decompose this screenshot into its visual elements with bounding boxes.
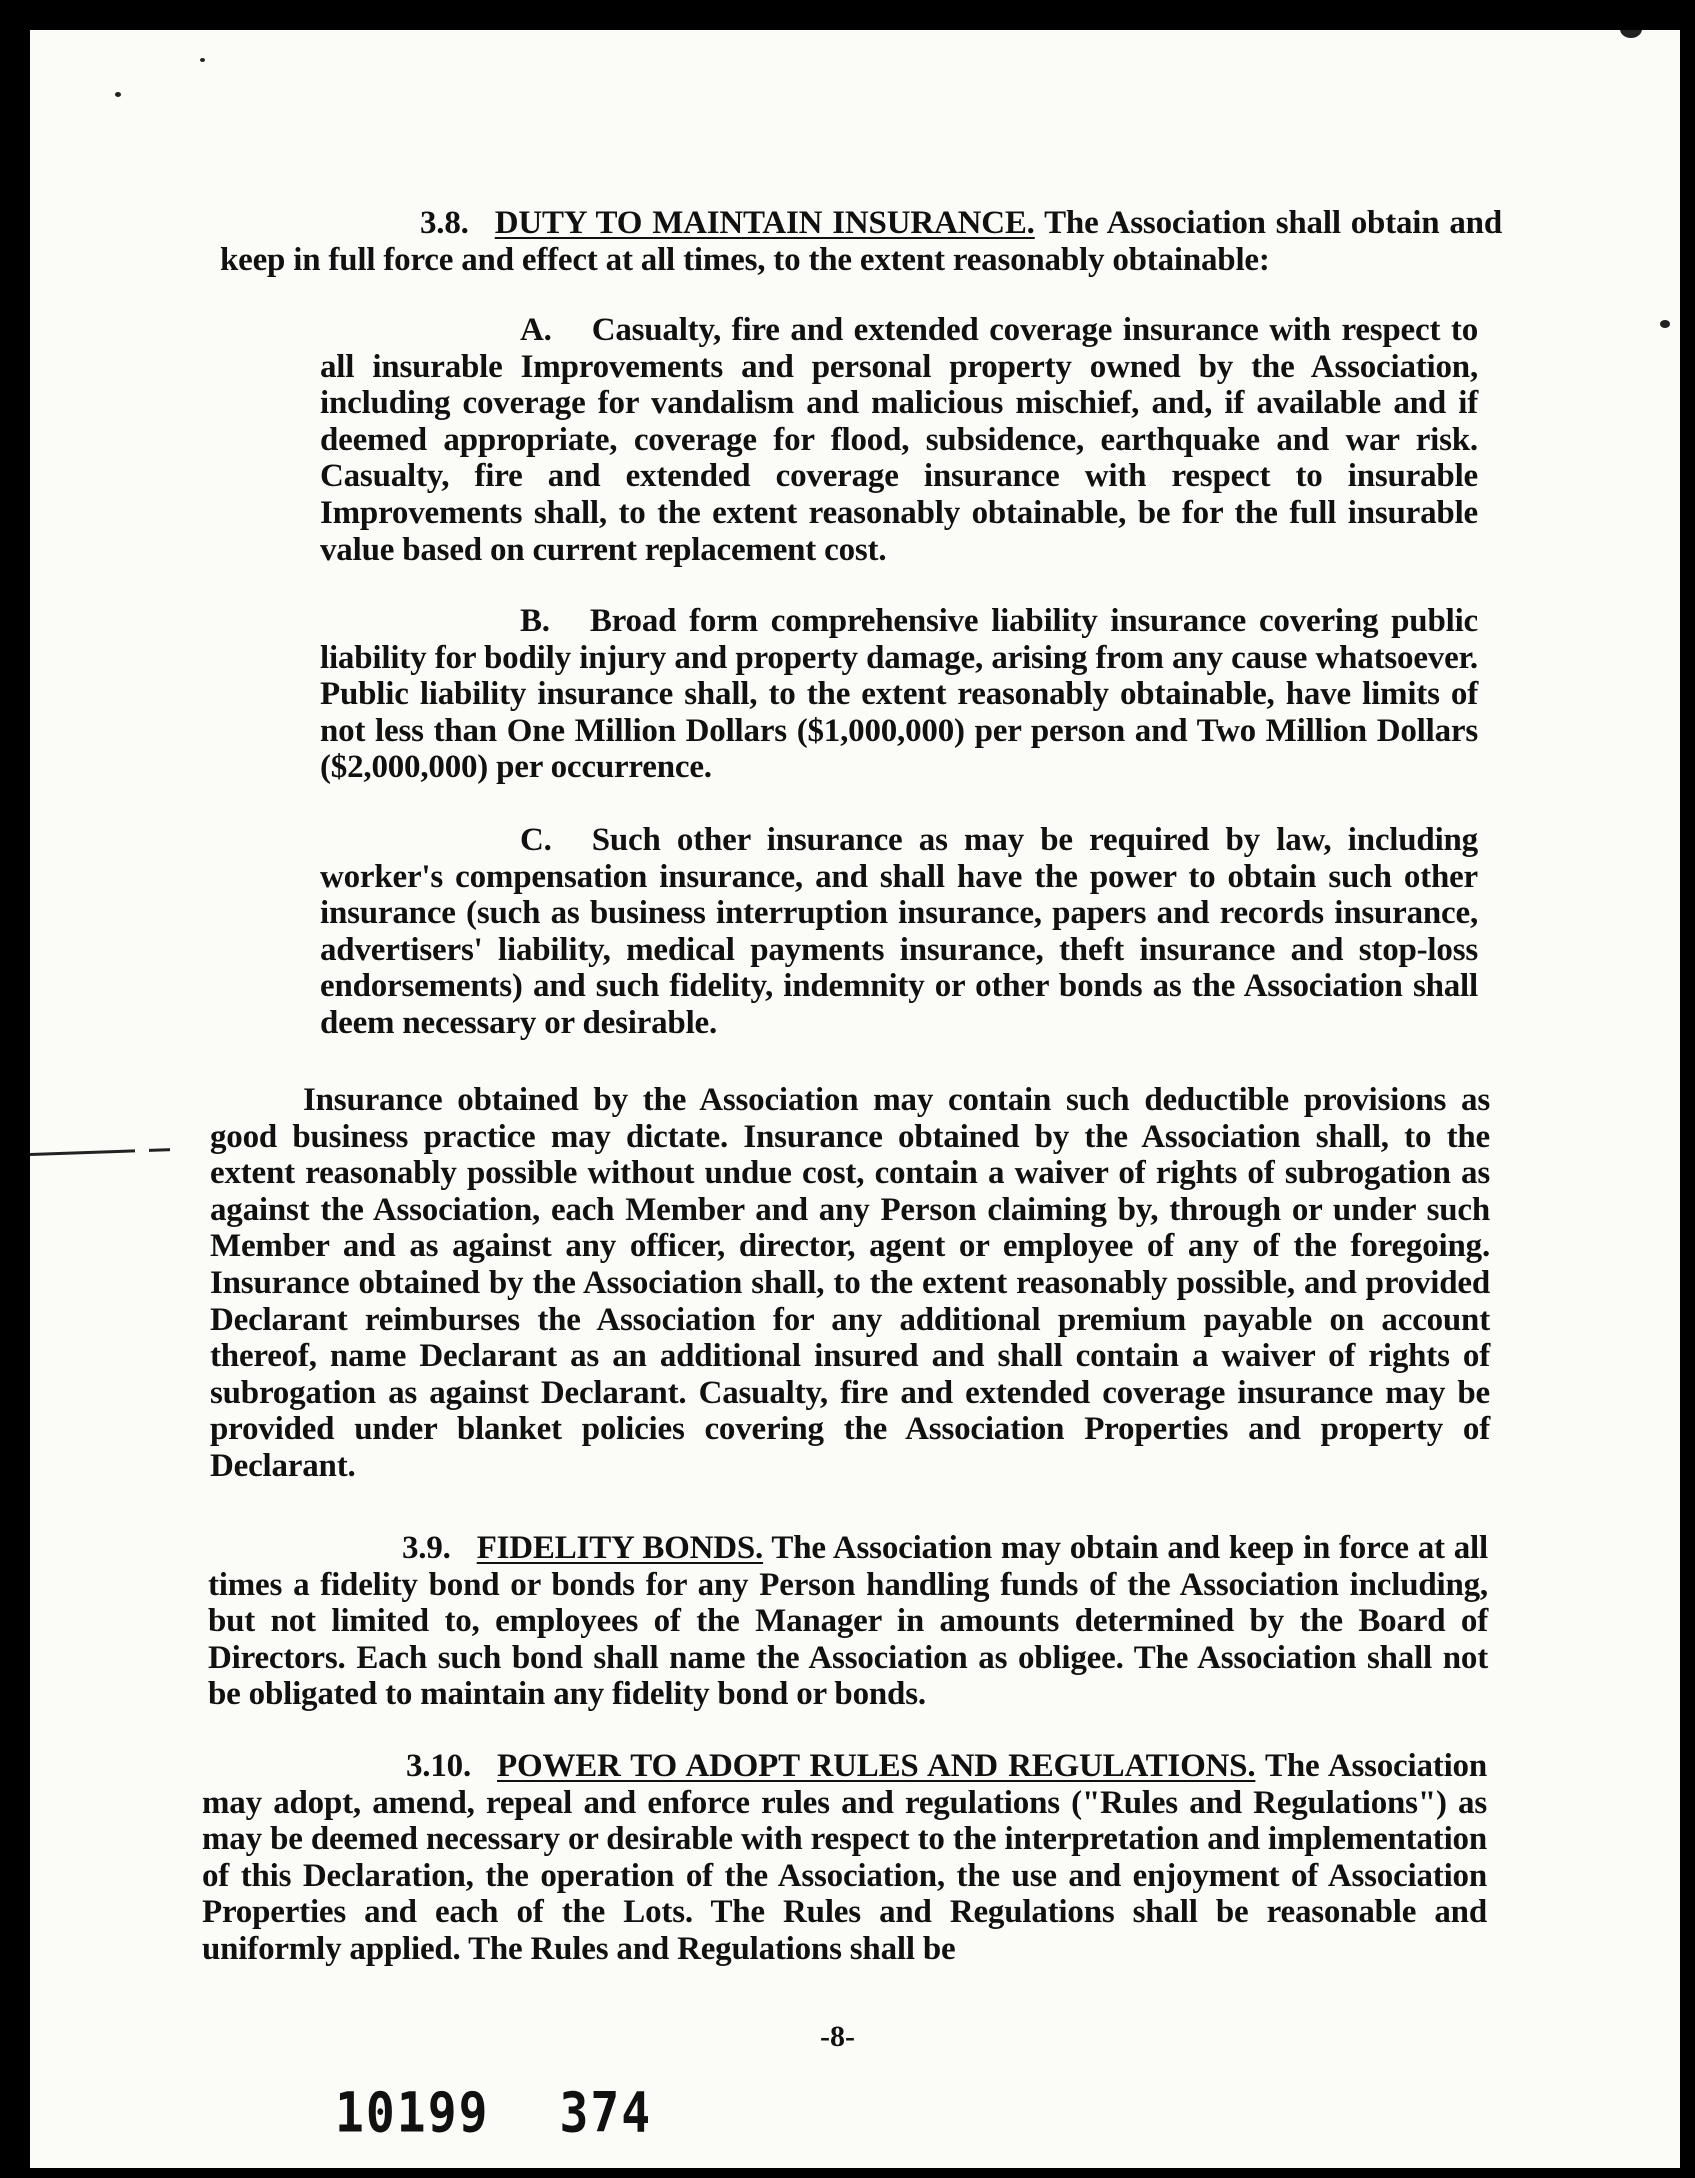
insurance-item-b	[320, 603, 1478, 786]
item-letter: C.	[520, 822, 552, 858]
insurance-item-c	[320, 822, 1478, 1042]
section-3-10	[202, 1748, 1487, 1968]
item-text: Casualty, fire and extended coverage insurance with respect to all insurable Improvements and personal property owned by the Association, including coverage for vandalism and malicious mischief, and, if available and if deemed appropriate, coverage for flood, subsidence, earthquake and war risk. Casualty, fire and extended coverage insurance with respect to insurable Improvements shall, to the extent reasonably obtainable, be for the full insurable value based on current replacement cost.	[320, 312, 1478, 568]
document-page	[30, 30, 1680, 2168]
scan-speck	[115, 92, 121, 97]
section-3-8	[220, 205, 1502, 278]
scan-speck	[1660, 320, 1670, 328]
stamp-book-number: 10199	[335, 2080, 490, 2146]
item-text: Broad form comprehensive liability insurance covering public liability for bodily injury and property damage, arising from any cause whatsoever. Public liability insurance shall, to the extent reasonably obtainable, have limits of not less than One Million Dollars ($1,000,000) per person and Two Million Dollars ($2,000,000) per occurrence.	[320, 603, 1478, 786]
section-text: The Association may obtain and keep in force at all times a fidelity bond or bonds for any Person handling funds of the Association including, but not limited to, employees of the Manager in amounts determined by the Board of Directors. Each such bond shall name the Association as obligee. The Association shall not be obligated to maintain any fidelity bond or bonds.	[208, 1530, 1488, 1713]
item-text: Such other insurance as may be required by law, including worker's compensation insurance, and shall have the power to obtain such other insurance (such as business interruption insurance, papers and records insurance, advertisers' liability, medical payments insurance, theft insurance and stop-loss endorsements) and such fidelity, indemnity or other bonds as the Association shall deem necessary or desirable.	[320, 822, 1478, 1041]
section-number: 3.8.	[420, 205, 469, 241]
section-number: 3.10.	[406, 1748, 472, 1784]
section-heading: FIDELITY BONDS.	[476, 1530, 764, 1566]
stamp-page-number: 374	[559, 2080, 653, 2146]
scan-speck	[1620, 30, 1642, 38]
scan-mark-line	[30, 1147, 205, 1156]
page-number: -8-	[820, 2020, 855, 2053]
section-number: 3.9.	[402, 1530, 451, 1566]
section-text: The Association shall obtain and keep in full force and effect at all times, to the extent reasonably obtainable:	[220, 205, 1502, 278]
section-heading: DUTY TO MAINTAIN INSURANCE.	[494, 205, 1035, 241]
insurance-item-a	[320, 312, 1478, 568]
item-letter: B.	[520, 603, 550, 639]
insurance-paragraph: Insurance obtained by the Association may contain such deductible provisions as good business practice may dictate. Insurance obtained by the Association shall, to the extent reasonably possible without undue cost, contain a waiver of rights of subrogation as against the Association, each Member and any Person claiming by, through or under such Member and as against any officer, director, agent or employee of any of the foregoing. Insurance obtained by the Association shall, to the extent reasonably possible, and provided Declarant reimburses the Association for any additional premium payable on account thereof, name Declarant as an additional insured and shall contain a waiver of rights of subrogation as against Declarant. Casualty, fire and extended coverage insurance may be provided under blanket policies covering the Association Properties and property of Declarant.	[210, 1082, 1490, 1484]
section-3-9	[208, 1530, 1488, 1713]
section-heading: POWER TO ADOPT RULES AND REGULATIONS.	[497, 1748, 1256, 1784]
recording-stamp	[335, 2081, 652, 2145]
section-text: The Association may adopt, amend, repeal and enforce rules and regulations ("Rules and Regulations") as may be deemed necessary or desirable with respect to the interpretation and implementation of this Declaration, the operation of the Association, the use and enjoyment of Association Properties and each of the Lots. The Rules and Regulations shall be reasonable and uniformly applied. The Rules and Regulations shall be	[202, 1748, 1487, 1967]
item-letter: A.	[520, 312, 552, 348]
scan-speck	[200, 58, 205, 62]
